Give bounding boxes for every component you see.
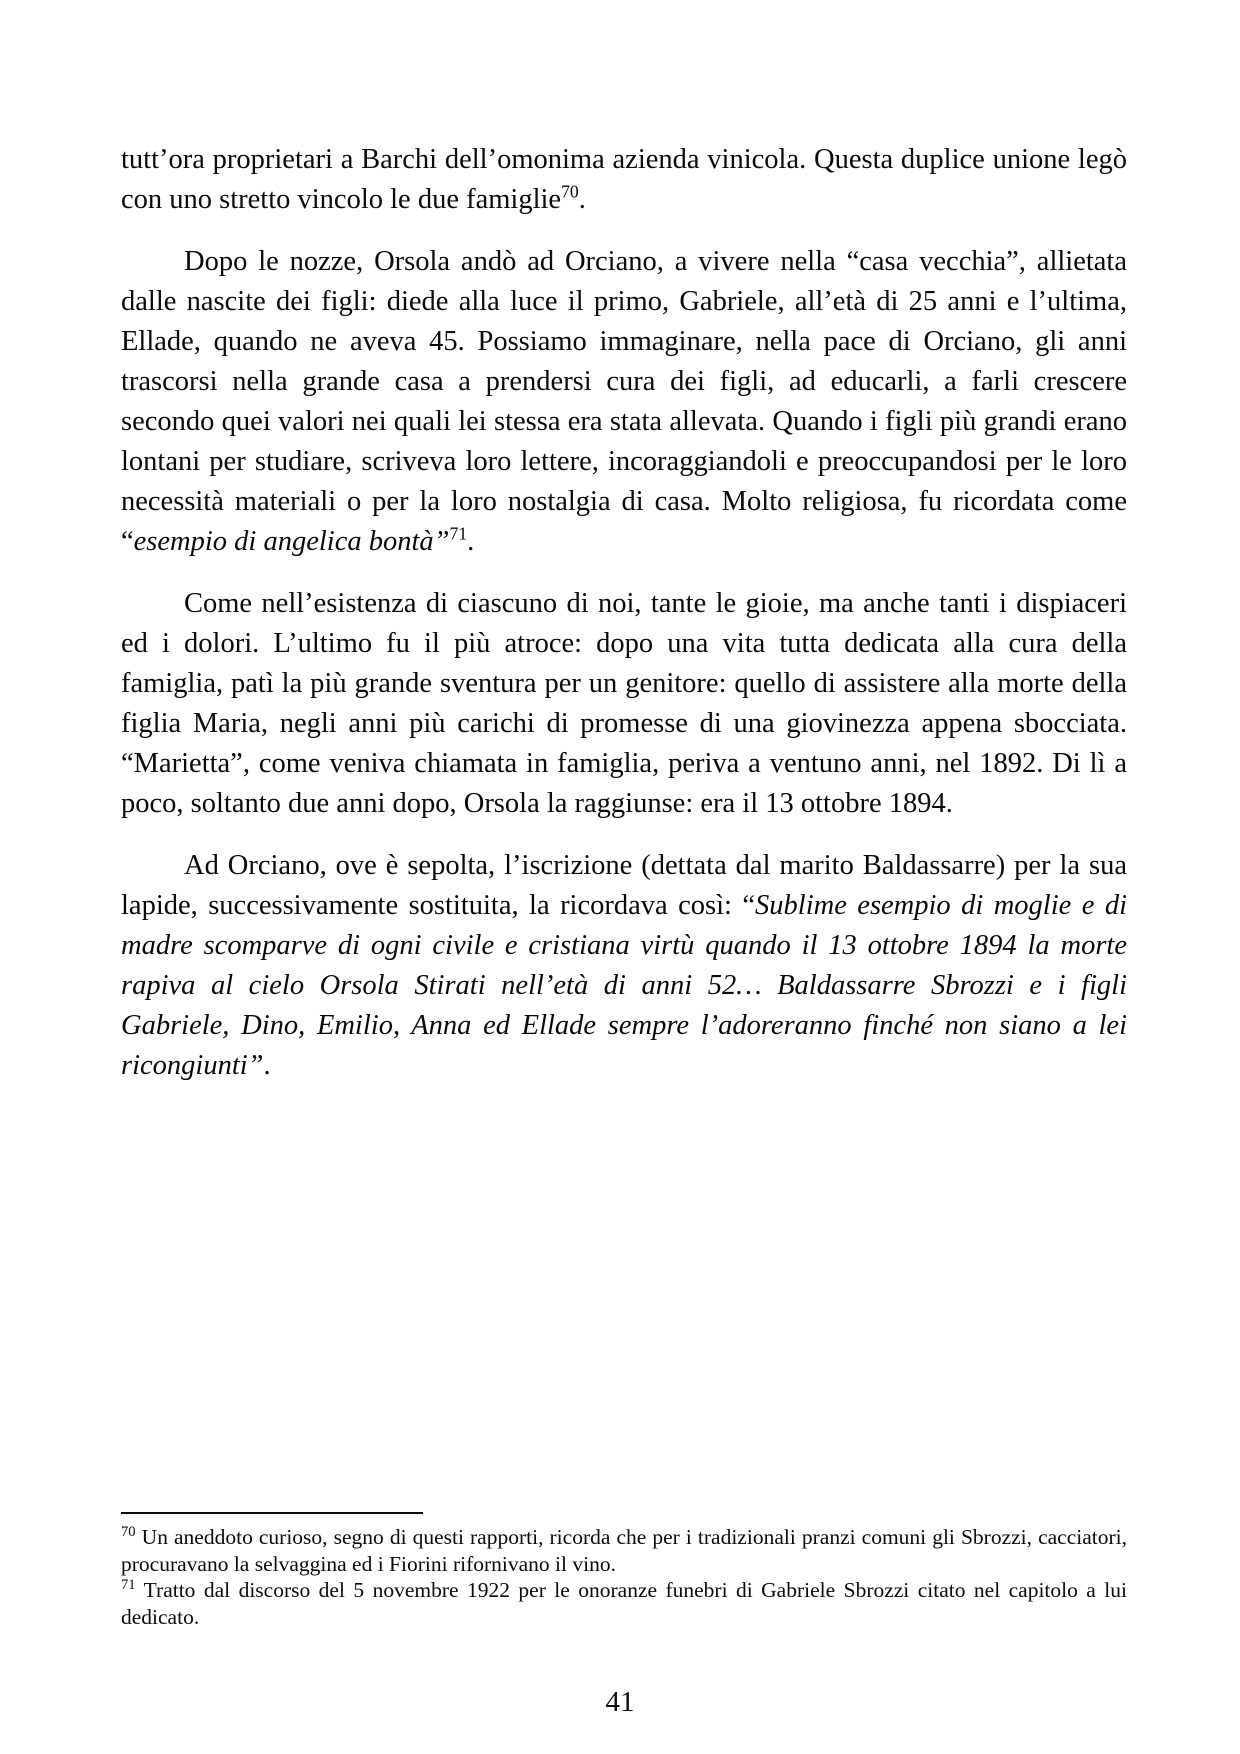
quoted-italic-text: Sublime esempio di moglie e di madre scomparve di ogni civile e cristiana virtù quando il 13 ottobre 1894 la morte rapiva al cielo Orsola Stirati nell’età di anni 52… Baldassarre Sbrozzi e i figli Gabriele, Dino, Emilio, Anna ed Ellade sempre l’adoreranno finché non siano a lei ricongiunti”: [121, 890, 1127, 1081]
paragraph: [121, 140, 1127, 220]
body-text: tutt’ora proprietari a Barchi dell’omonima azienda vinicola. Questa duplice unione legò con uno stretto vincolo le due famiglie: [121, 144, 1127, 215]
page-number: 41: [605, 1686, 635, 1718]
body-text: Come nell’esistenza di ciascuno di noi, tante le gioie, ma anche tanti i dispiaceri ed i dolori. L’ultimo fu il più atroce: dopo una vita tutta dedicata alla cura della famiglia, patì la più grande sventura per un genitore: quello di assistere alla morte della figlia Maria, negli anni più carichi di promesse di una giovinezza appena sbocciata. “Marietta”, come veniva chiamata in famiglia, periva a ventuno anni, nel 1892. Di lì a poco, soltanto due anni dopo, Orsola la raggiunse: era il 13 ottobre 1894.: [121, 588, 1127, 819]
paragraph: [121, 846, 1127, 1086]
body-text: .: [263, 1050, 271, 1081]
body-text: Ad Orciano, ove è sepolta, l’iscrizione (dettata dal marito Baldassarre) per la sua lapide, successivamente sostituita, la ricordava così: “: [121, 850, 1127, 921]
body-text: Dopo le nozze, Orsola andò ad Orciano, a vivere nella “casa vecchia”, allietata dalle nascite dei figli: diede alla luce il primo, Gabriele, all’età di 25 anni e l’ultima, Ellade, quando ne aveva 45. Possiamo immaginare, nella pace di Orciano, gli anni trascorsi nella grande casa a prendersi cura dei figli, ad educarli, a farli crescere secondo quei valori nei quali lei stessa era stata allevata. Quando i figli più grandi erano lontani per studiare, scriveva loro lettere, incoraggiandoli e preoccupandosi per le loro necessità materiali o per la loro nostalgia di casa. Molto religiosa, fu ricordata come “: [121, 246, 1127, 557]
footnote-area: [121, 1512, 1127, 1630]
footnote-list: [121, 1524, 1127, 1630]
quoted-italic-text: esempio di angelica bontà”: [133, 526, 450, 557]
footnote-reference: 71: [449, 523, 468, 544]
paragraph: [121, 584, 1127, 824]
footnote-separator-rule: [121, 1512, 423, 1514]
footnote-reference: 70: [561, 181, 579, 202]
footnote-marker: 70: [121, 1523, 136, 1540]
paragraph: [121, 242, 1127, 562]
body-text: .: [467, 526, 475, 557]
body-text: .: [578, 184, 586, 215]
footnote-marker: 71: [121, 1576, 136, 1593]
footnote: $^{71}$ Tratto dal discorso del 5 novembre 1922 per le onoranze funebri di Gabriele Sbrozzi citato nel capitolo a lui dedicato.: [121, 1576, 1127, 1629]
body-text-block: [121, 140, 1127, 1108]
footnote: $^{70}$ Un aneddoto curioso, segno di questi rapporti, ricorda che per i tradizionali pranzi comuni gli Sbrozzi, cacciatori, procuravano la selvaggina ed i Fiorini rifornivano il vino.: [121, 1523, 1127, 1576]
